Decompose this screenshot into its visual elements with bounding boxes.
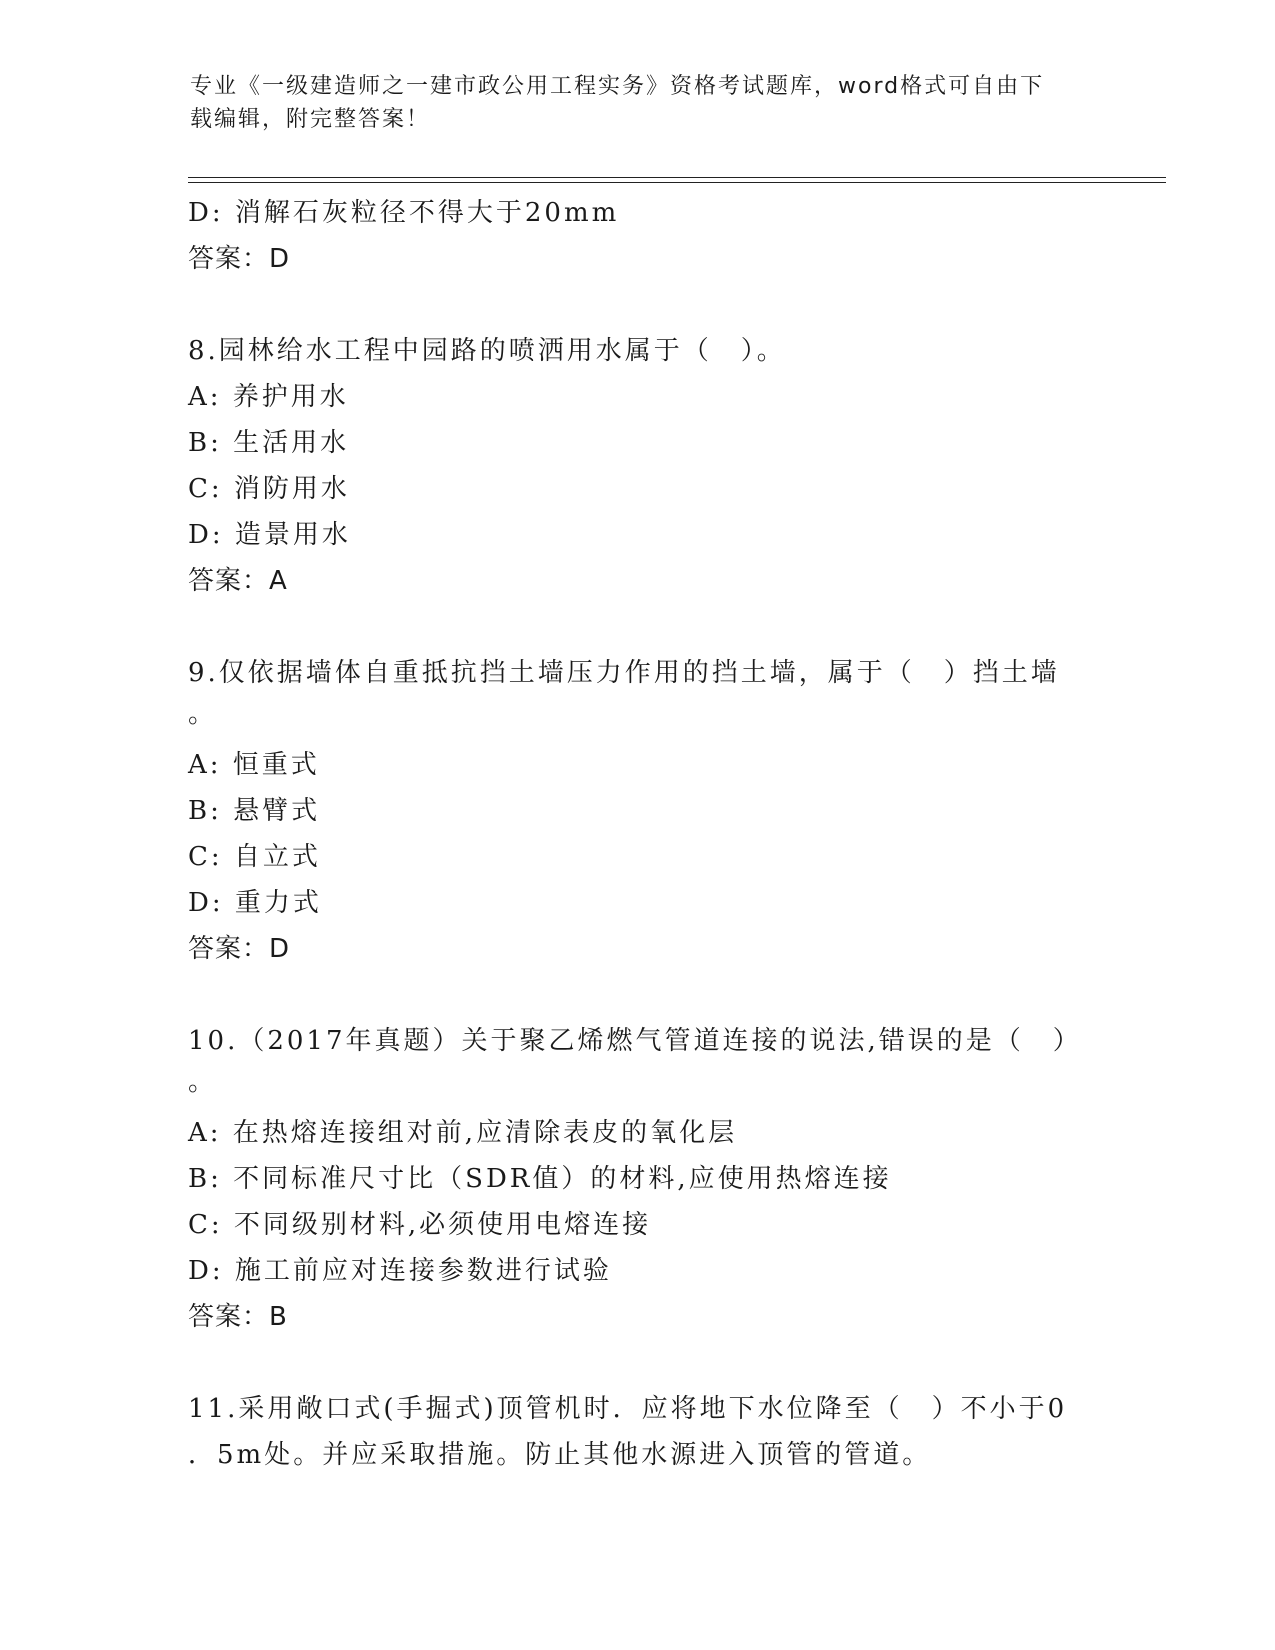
option-b: B: 悬臂式 [188,796,321,826]
option-d: D: 重力式 [188,888,322,918]
option-a: A: 恒重式 [188,750,320,780]
option-a: A: 在热熔连接组对前,应清除表皮的氧化层 [188,1118,738,1148]
option-c: C: 自立式 [188,842,321,872]
option-a: A: 养护用水 [188,382,349,412]
question-stem: 11.采用敞口式(手掘式)顶管机时．应将地下水位降至（ ）不小于0 [188,1394,1068,1424]
header-line-2: 载编辑，附完整答案！ [190,107,431,132]
header-line-1: 专业《一级建造师之一建市政公用工程实务》资格考试题库，word格式可自由下 [190,74,1045,99]
answer: 答案：A [188,566,288,596]
question-stem: 10.（2017年真题）关于聚乙烯燃气管道连接的说法,错误的是（ ） [188,1026,1082,1056]
question-stem-continuation: 。 [188,699,218,729]
prev-answer: 答案：D [188,244,291,274]
question-8 [188,328,1088,604]
option-c: C: 消防用水 [188,474,350,504]
option-b: B: 生活用水 [188,428,350,458]
spacer [188,604,1088,650]
answer: 答案：B [188,1302,288,1332]
question-stem-continuation: 。 [188,1067,218,1097]
question-stem-continuation: ．5m处。并应采取措施。防止其他水源进入顶管的管道。 [188,1440,932,1470]
option-c: C: 不同级别材料,必须使用电熔连接 [188,1210,652,1240]
question-10 [188,1018,1088,1340]
spacer [188,972,1088,1018]
question-9 [188,650,1088,972]
document-header [190,70,1090,136]
header-divider-top [188,177,1166,178]
option-b: B: 不同标准尺寸比（SDR值）的材料,应使用热熔连接 [188,1164,892,1194]
option-d: D: 造景用水 [188,520,351,550]
answer: 答案：D [188,934,291,964]
question-11 [188,1386,1088,1478]
question-stem: 9.仅依据墙体自重抵抗挡土墙压力作用的挡土墙，属于（ ）挡土墙 [188,658,1060,688]
header-divider-bottom [188,182,1166,183]
prev-option-d: D: 消解石灰粒径不得大于20mm [188,198,620,228]
spacer [188,1340,1088,1386]
question-list [188,190,1088,1478]
option-d: D: 施工前应对连接参数进行试验 [188,1256,612,1286]
spacer [188,282,1088,328]
question-stem: 8.园林给水工程中园路的喷洒用水属于（ ）。 [188,336,786,366]
